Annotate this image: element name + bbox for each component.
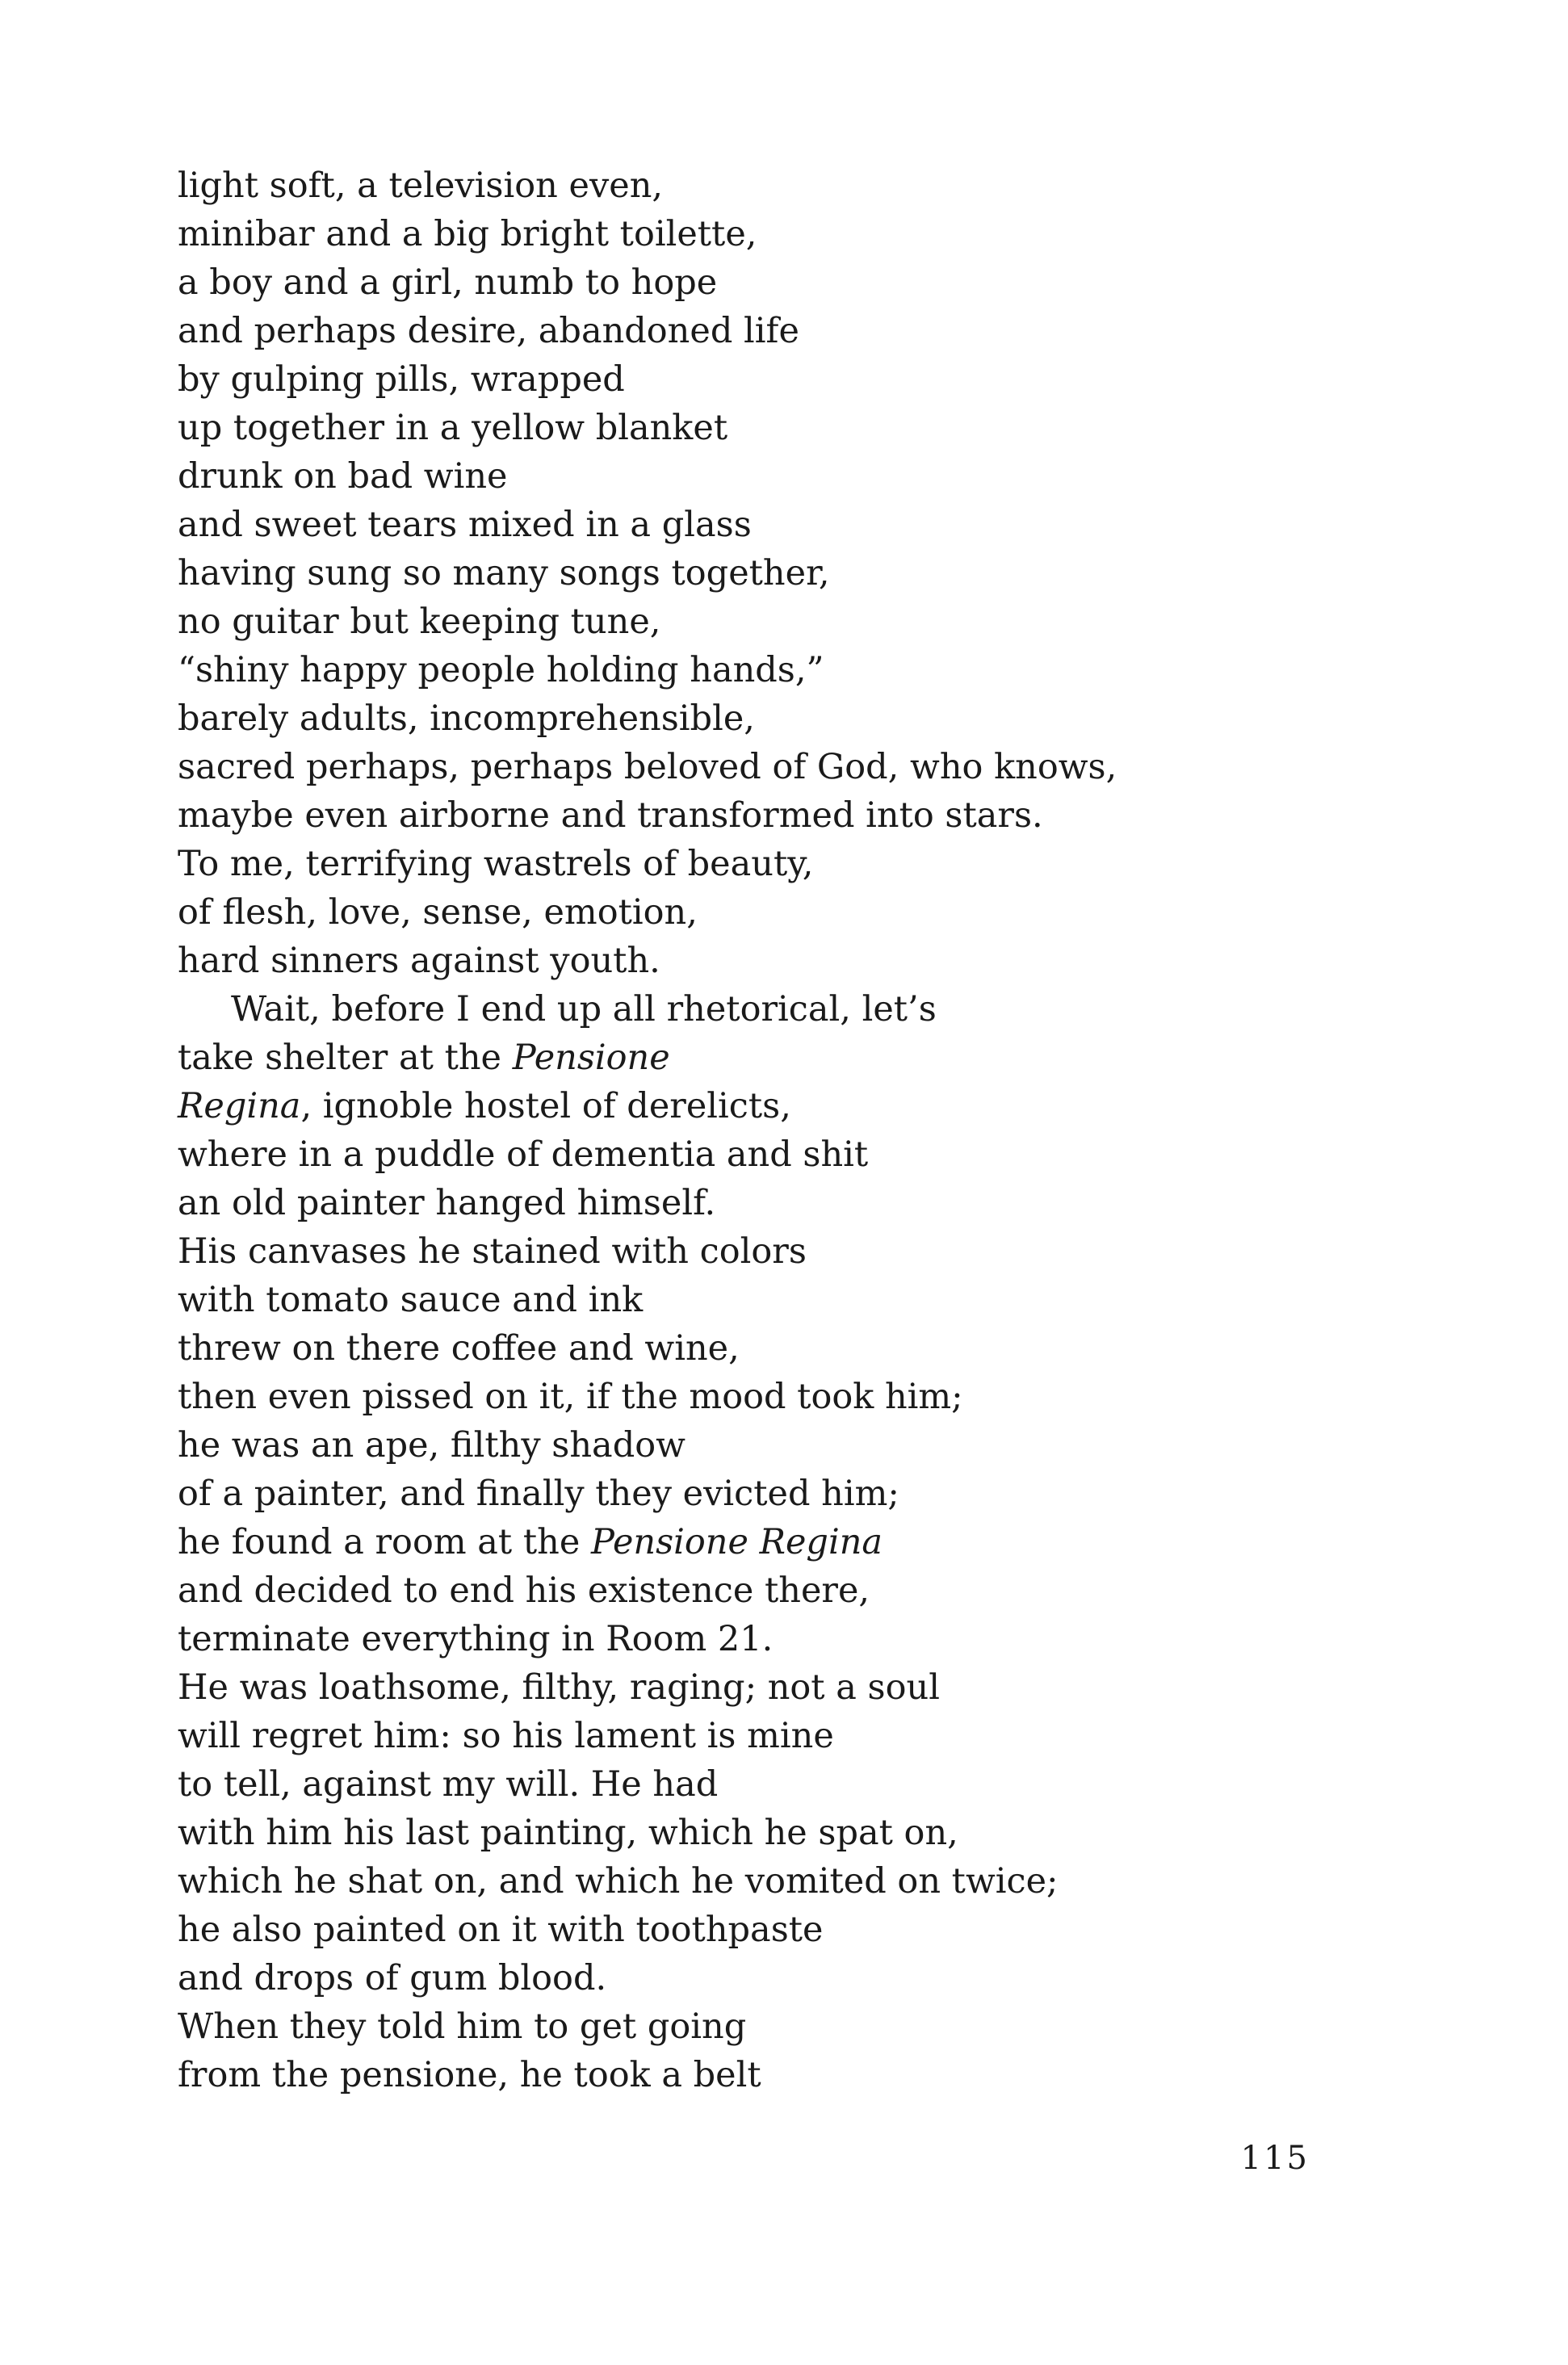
poem-line: then even pissed on it, if the mood took him; bbox=[178, 1377, 963, 1417]
poem-line: and perhaps desire, abandoned life bbox=[178, 311, 799, 351]
poem-line: he also painted on it with toothpaste bbox=[178, 1910, 824, 1950]
poem-line: Regina, ignoble hostel of derelicts, bbox=[178, 1086, 791, 1126]
poem-line: His canvases he stained with colors bbox=[178, 1231, 807, 1272]
poem-line: hard sinners against youth. bbox=[178, 941, 660, 981]
poem-line: to tell, against my will. He had bbox=[178, 1764, 719, 1805]
poem-line: no guitar but keeping tune, bbox=[178, 602, 661, 642]
poem-line: having sung so many songs together, bbox=[178, 553, 830, 593]
poem-line: of a painter, and finally they evicted him; bbox=[178, 1474, 899, 1514]
poem-line: and sweet tears mixed in a glass bbox=[178, 505, 752, 545]
poem-line: which he shat on, and which he vomited on twice; bbox=[178, 1861, 1059, 1902]
poem-line: Wait, before I end up all rhetorical, let’s bbox=[231, 989, 937, 1029]
poem-line: a boy and a girl, numb to hope bbox=[178, 262, 718, 303]
poem-line: sacred perhaps, perhaps beloved of God, who knows, bbox=[178, 747, 1117, 787]
poem-line: and decided to end his existence there, bbox=[178, 1570, 870, 1611]
poem-line: drunk on bad wine bbox=[178, 456, 508, 497]
poem-line: maybe even airborne and transformed into stars. bbox=[178, 795, 1043, 836]
poem-line: by gulping pills, wrapped bbox=[178, 359, 625, 400]
poem-line: “shiny happy people holding hands,” bbox=[178, 650, 824, 690]
poem-line: He was loathsome, filthy, raging; not a soul bbox=[178, 1667, 940, 1708]
poem-line: with him his last painting, which he spat on, bbox=[178, 1813, 958, 1853]
poem-line: with tomato sauce and ink bbox=[178, 1280, 644, 1320]
poem-line: terminate everything in Room 21. bbox=[178, 1619, 774, 1659]
poem-line: minibar and a big bright toilette, bbox=[178, 214, 757, 254]
poem-line: of flesh, love, sense, emotion, bbox=[178, 892, 698, 933]
poem-line: where in a puddle of dementia and shit bbox=[178, 1134, 869, 1175]
poem-line: light soft, a television even, bbox=[178, 166, 664, 206]
poem-line: barely adults, incomprehensible, bbox=[178, 698, 755, 739]
poem-line: he was an ape, filthy shadow bbox=[178, 1425, 685, 1466]
poem-line: will regret him: so his lament is mine bbox=[178, 1716, 834, 1756]
poem-line: threw on there coffee and wine, bbox=[178, 1328, 740, 1369]
poem-line: he found a room at the Pensione Regina bbox=[178, 1522, 883, 1562]
poem-line: When they told him to get going bbox=[178, 2006, 747, 2047]
poem-text bbox=[178, 161, 1437, 2099]
poem-line: from the pensione, he took a belt bbox=[178, 2055, 761, 2095]
poem-line: To me, terrifying wastrels of beauty, bbox=[178, 844, 814, 884]
poem-line: take shelter at the Pensione bbox=[178, 1038, 670, 1078]
poem-line: an old painter hanged himself. bbox=[178, 1183, 716, 1223]
page-number: 115 bbox=[1240, 2140, 1310, 2177]
poem-line: up together in a yellow blanket bbox=[178, 408, 728, 448]
poem-line: and drops of gum blood. bbox=[178, 1958, 607, 1998]
